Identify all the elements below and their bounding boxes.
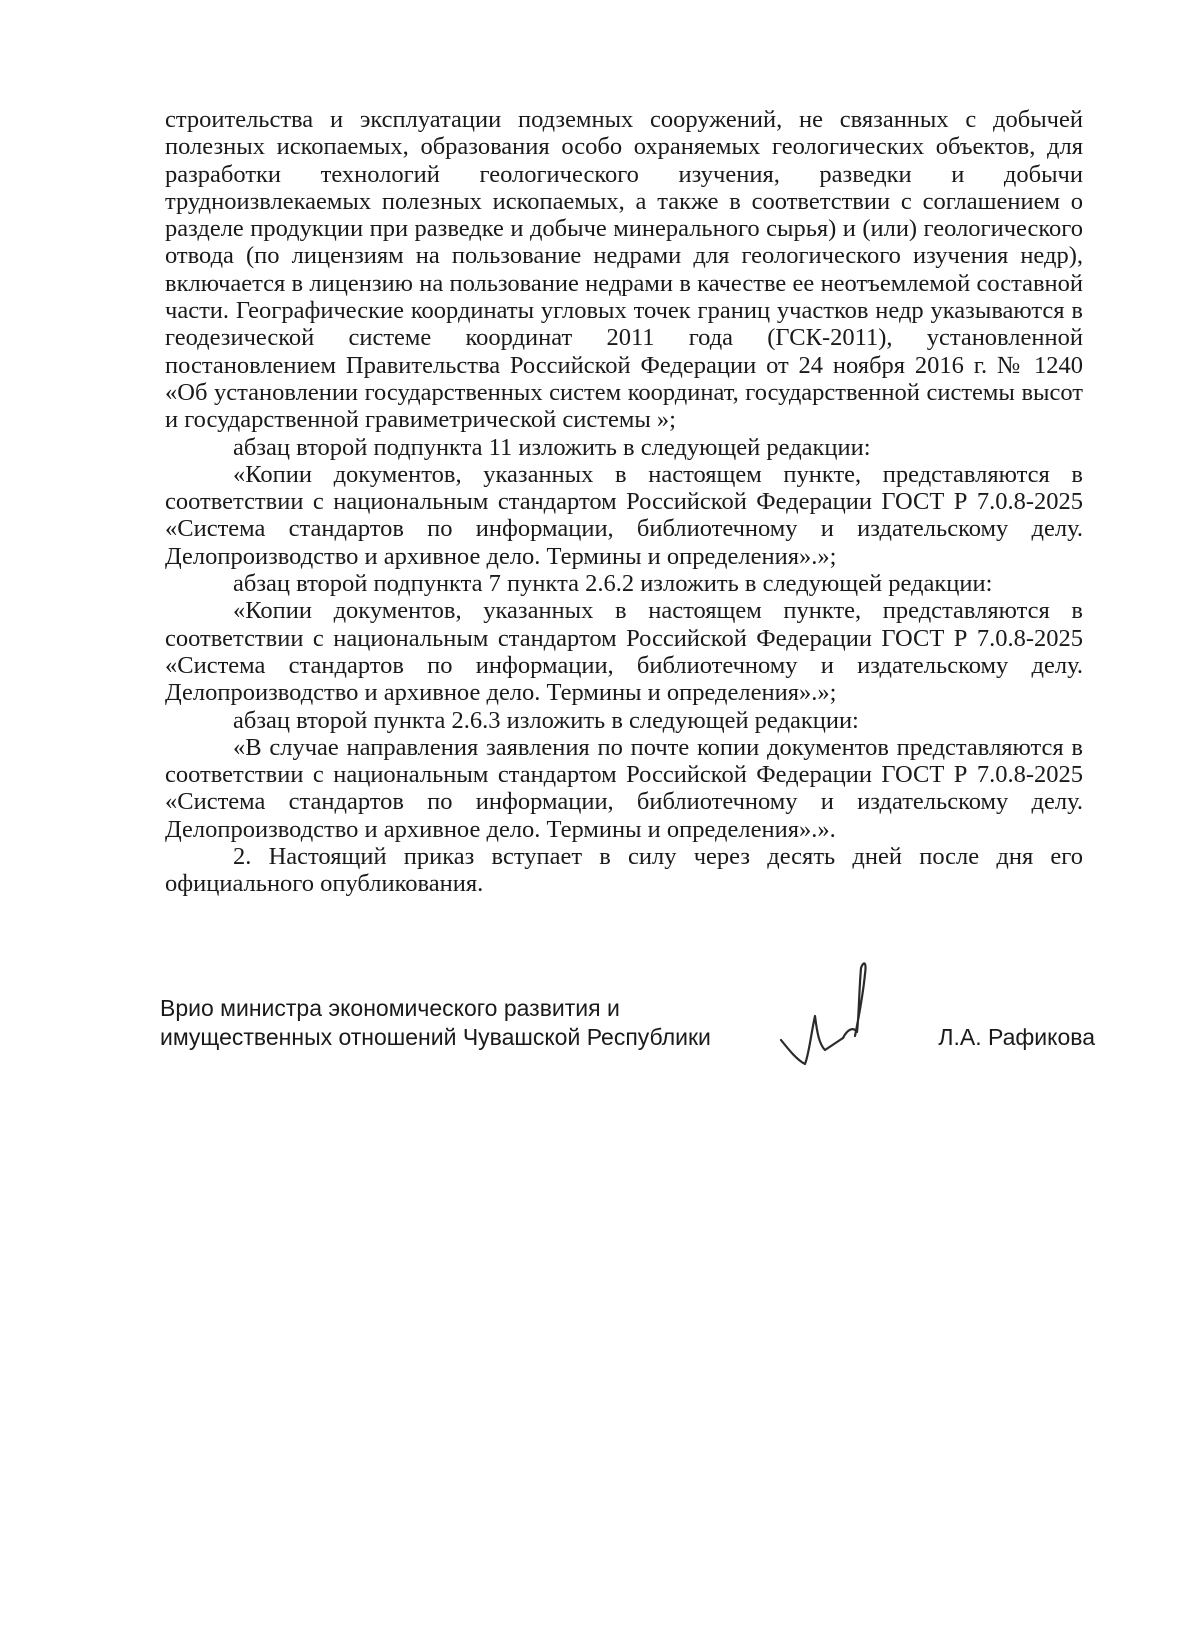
paragraph-amendment-text-11: «Копии документов, указанных в настоящем пункте, представляются в соответствии с национальным стандартом Российской Федерации ГОСТ Р 7.0.8-2025 «Система стандартов по информации, библиотечному и издательскому делу. Делопроизводство и архивное дело. Термины и определения».»; (165, 460, 1083, 570)
paragraph-amendment-intro-2-6-3: абзац второй пункта 2.6.3 изложить в следующей редакции: (233, 706, 859, 734)
paragraph-amendment-text-2-6-3: «В случае направления заявления по почте копии документов представляются в соответствии с национальным стандартом Российской Федерации ГОСТ Р 7.0.8-2025 «Система стандартов по информации, библиотечному и издательскому делу. Делопроизводство и архивное дело. Термины и определения».». (165, 733, 1083, 843)
signature-block (160, 994, 1095, 1104)
paragraph-amendment-intro-2-6-2: абзац второй подпункта 7 пункта 2.6.2 изложить в следующей редакции: (233, 570, 993, 598)
paragraph-continuation: строительства и эксплуатации подземных сооружений, не связанных с добычей полезных ископаемых, образования особо охраняемых геологических объектов, для разработки технологий геологического изучения, разведки и добычи трудноизвлекаемых полезных ископаемых, а также в соответствии с соглашением о разделе продукции при разведке и добыче минерального сырья) и (или) геологического отвода (по лицензиям на пользование недрами для геологического изучения недр), включается в лицензию на пользование недрами в качестве ее неотъемлемой составной части. Географические координаты угловых точек границ участков недр указываются в геодезической системе координат 2011 года (ГСК-2011), установленной постановлением Правительства Российской Федерации от 24 ноября 2016 г. № 1240 «Об установлении государственных систем координат, государственной системы высот и государственной гравиметрической системы »; (165, 106, 1083, 434)
paragraph-amendment-intro-11: абзац второй подпункта 11 изложить в следующей редакции: (233, 433, 871, 461)
handwritten-signature-icon (775, 954, 895, 1074)
paragraph-amendment-text-2-6-2: «Копии документов, указанных в настоящем пункте, представляются в соответствии с национальным стандартом Российской Федерации ГОСТ Р 7.0.8-2025 «Система стандартов по информации, библиотечному и издательскому делу. Делопроизводство и архивное дело. Термины и определения».»; (165, 597, 1083, 707)
signer-position-line-2: имущественных отношений Чувашской Республики (160, 1024, 711, 1050)
signer-position (160, 994, 760, 1052)
signer-position-line-1: Врио министра экономического развития и (160, 995, 620, 1021)
paragraph-effective-date: 2. Настоящий приказ вступает в силу через десять дней после дня его официального опубликования. (165, 843, 1083, 898)
document-body (165, 106, 1083, 898)
signer-name: Л.А. Рафикова (938, 1024, 1095, 1050)
